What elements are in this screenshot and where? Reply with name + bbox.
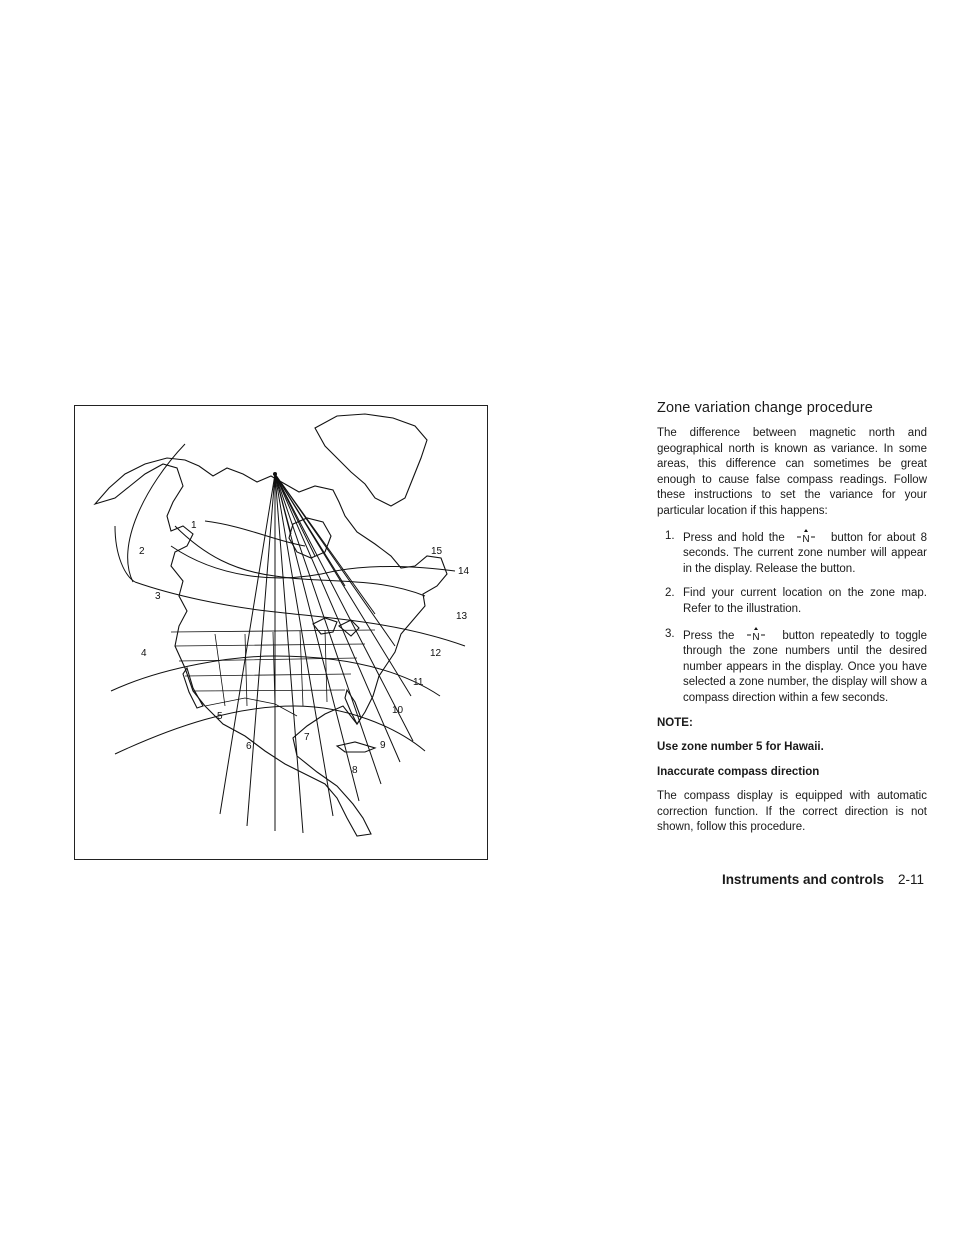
zone-number: 1 [191, 520, 197, 531]
intro-paragraph: The difference between magnetic north and geographical north is known as variance. In some areas, this difference can sometimes be great enough to cause false compass readings. Follow these instructions to set the variance for your particular location if this happens: [657, 427, 927, 517]
zone-arc [175, 526, 425, 596]
step-item [657, 627, 927, 707]
svg-text:N: N [752, 631, 761, 641]
zone-number: 4 [141, 648, 147, 659]
zone-number: 3 [155, 591, 161, 602]
page-number: 2-11 [897, 872, 924, 887]
zone-line [275, 474, 381, 784]
step-text-before: Press the [683, 629, 735, 642]
zone-arc [128, 444, 185, 582]
zone-number: 6 [246, 741, 252, 752]
zone-line [247, 474, 275, 826]
procedure-steps [657, 529, 927, 707]
zone-number: 5 [217, 711, 223, 722]
step-text: Find your current location on the zone map. Refer to the illustration. [683, 587, 927, 615]
step-item [657, 529, 927, 578]
zone-map-figure [74, 405, 488, 860]
note-label: NOTE: [657, 716, 693, 729]
step-number: 3. [665, 627, 675, 640]
subheading: Inaccurate compass direction [657, 765, 820, 778]
step-number: 2. [665, 587, 675, 600]
zone-number: 7 [304, 732, 310, 743]
zone-number: 14 [458, 566, 470, 577]
zone-line [275, 474, 345, 586]
zone-number: 9 [380, 740, 386, 751]
step-text-after: button repeatedly to toggle through the zone numbers until the desired number appears in the display. Once you have selected a zone number, the display will show a compass direction within a few seconds. [683, 629, 927, 704]
state-grid [175, 630, 365, 706]
step-text-before: Press and hold the [683, 531, 785, 544]
continent-outline [95, 458, 447, 836]
greenland-outline [315, 414, 427, 506]
section-heading: Zone variation change procedure [657, 400, 873, 416]
zone-number: 13 [456, 611, 468, 622]
zone-arc [115, 526, 135, 582]
step-number: 1. [665, 529, 675, 542]
zone-number: 15 [431, 546, 443, 557]
svg-text:N: N [802, 533, 810, 543]
zone-map-illustration [75, 406, 487, 859]
step-text-after: button for about 8 seconds. The current zone number will appear in the display. Release the button. [683, 531, 927, 575]
zone-number: 2 [139, 546, 145, 557]
compass-button-icon [746, 627, 766, 641]
zone-number: 12 [430, 648, 442, 659]
magnetic-pole-marker [273, 472, 277, 476]
zone-number: 11 [413, 677, 424, 688]
footer-section-title: Instruments and controls [721, 872, 884, 887]
subtext-paragraph: The compass display is equipped with automatic correction function. If the correct direction is not shown, follow this procedure. [657, 790, 927, 834]
zone-number: 8 [352, 765, 358, 776]
page-footer [722, 872, 924, 887]
compass-button-icon [796, 529, 816, 543]
baja-outline [183, 668, 203, 708]
step-item [657, 586, 927, 617]
text-column [657, 400, 927, 845]
zone-number: 10 [392, 705, 404, 716]
zone-line [275, 474, 375, 614]
note-text: Use zone number 5 for Hawaii. [657, 741, 824, 754]
